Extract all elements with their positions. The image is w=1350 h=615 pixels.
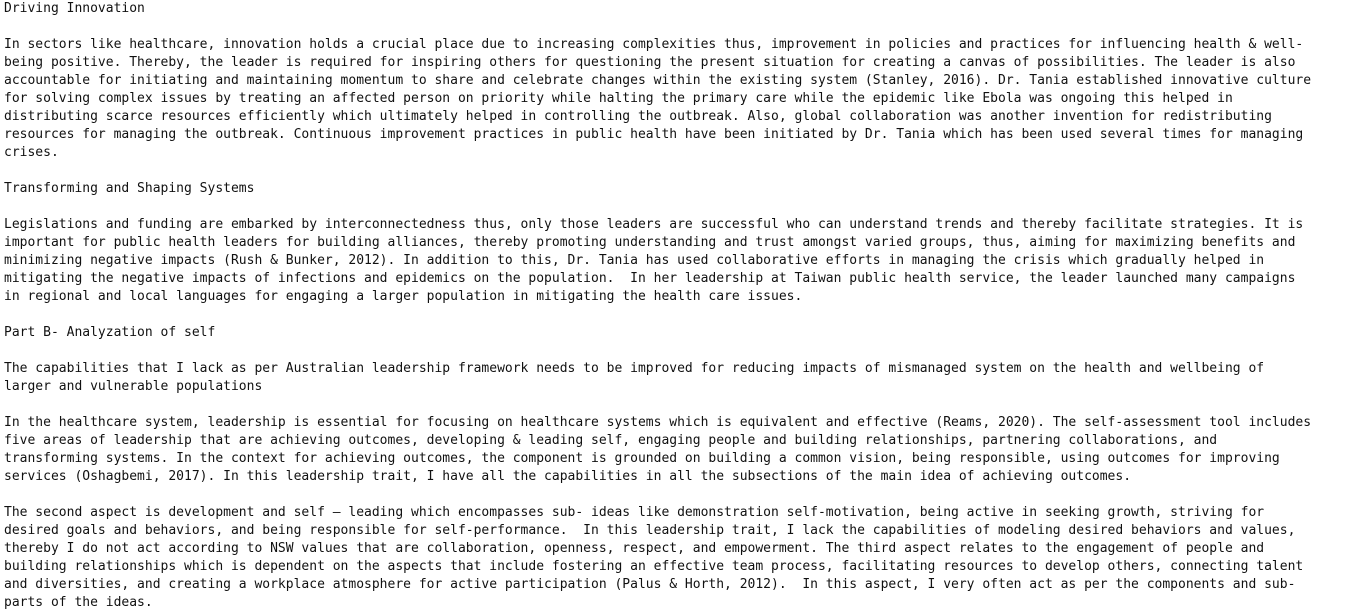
text-line: Legislations and funding are embarked by interconnectedness thus, only those leaders are successful who can understand trends and thereby facilitate strategies. It is [4,217,1304,232]
text-line: five areas of leadership that are achieving outcomes, developing & leading self, engaging people and building relationships, partnering collaborations, and [4,433,1218,448]
blank-line [4,486,1346,504]
text-line: minimizing negative impacts (Rush & Bunker, 2012). In addition to this, Dr. Tania has used collaborative efforts in managing the crisis which gradually helped in [4,253,1265,268]
text-line: parts of the ideas. [4,595,153,610]
document-body [4,0,1346,612]
text-line: transforming systems. In the context for achieving outcomes, the component is grounded on building a common vision, being responsible, using outcomes for improving [4,451,1280,466]
text-line: and diversities, and creating a workplace atmosphere for active participation (Palus & Horth, 2012). In this aspect, I very often act as per the components and sub- [4,577,1296,592]
text-line: being positive. Thereby, the leader is required for inspiring others for questioning the present situation for creating a canvas of possibilities. The leader is also [4,55,1296,70]
text-line: desired goals and behaviors, and being responsible for self-performance. In this leadership trait, I lack the capabilities of modeling desired behaviors and values, [4,523,1296,538]
paragraph-capabilities [4,360,1346,396]
blank-line [4,18,1346,36]
paragraph-driving-innovation [4,36,1346,162]
text-line: accountable for initiating and maintaining momentum to share and celebrate changes within the existing system (Stanley, 2016). Dr. Tania established innovative culture [4,73,1312,88]
text-line: services (Oshagbemi, 2017). In this leadership trait, I have all the capabilities in all the subsections of the main idea of achieving outcomes. [4,469,1132,484]
blank-line [4,342,1346,360]
text-line: In sectors like healthcare, innovation holds a crucial place due to increasing complexities thus, improvement in policies and practices for influencing health & well- [4,37,1304,52]
text-line: in regional and local languages for engaging a larger population in mitigating the health care issues. [4,289,803,304]
text-line: The second aspect is development and self – leading which encompasses sub- ideas like demonstration self-motivation, being active in seeking growth, striving for [4,505,1265,520]
paragraph-transforming-systems [4,216,1346,306]
text-line: distributing scarce resources efficiently which ultimately helped in controlling the outbreak. Also, global collaboration was another invention for redistributing [4,109,1272,124]
text-line: In the healthcare system, leadership is essential for focusing on healthcare systems which is equivalent and effective (Reams, 2020). The self-assessment tool includes [4,415,1312,430]
blank-line [4,306,1346,324]
text-line: for solving complex issues by treating an affected person on priority while halting the primary care while the epidemic like Ebola was ongoing this helped in [4,91,1233,106]
heading-driving-innovation: Driving Innovation [4,1,145,16]
paragraph-healthcare-system [4,414,1346,486]
blank-line [4,198,1346,216]
text-line: mitigating the negative impacts of infections and epidemics on the population. In her leadership at Taiwan public health service, the leader launched many campaigns [4,271,1296,286]
blank-line [4,162,1346,180]
text-line: important for public health leaders for building alliances, thereby promoting understanding and trust amongst varied groups, thus, aiming for maximizing benefits and [4,235,1296,250]
text-line: resources for managing the outbreak. Continuous improvement practices in public health have been initiated by Dr. Tania which has been used several times for managing [4,127,1304,142]
text-line: The capabilities that I lack as per Australian leadership framework needs to be improved for reducing impacts of mismanaged system on the health and wellbeing of [4,361,1265,376]
heading-transforming-systems: Transforming and Shaping Systems [4,181,255,196]
paragraph-second-aspect [4,504,1346,612]
blank-line [4,396,1346,414]
heading-part-b: Part B- Analyzation of self [4,325,216,340]
text-line: thereby I do not act according to NSW values that are collaboration, openness, respect, and empowerment. The third aspect relates to the engagement of people and [4,541,1265,556]
text-line: building relationships which is dependent on the aspects that include fostering an effective team process, facilitating resources to develop others, connecting talent [4,559,1304,574]
text-line: larger and vulnerable populations [4,379,263,394]
text-line: crises. [4,145,59,160]
